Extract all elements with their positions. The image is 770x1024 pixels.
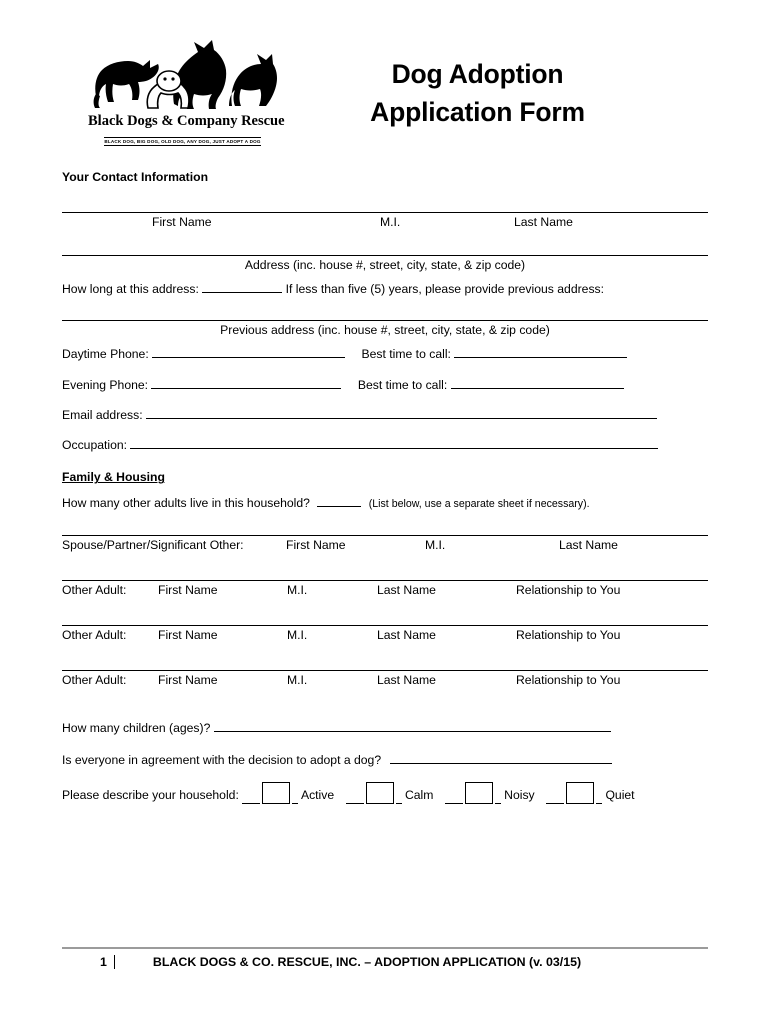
email-label: Email address: [62, 407, 143, 422]
email-row [62, 406, 708, 424]
label-last-name: Last Name [514, 215, 573, 229]
how-long-input[interactable] [202, 292, 282, 293]
spouse-label: Spouse/Partner/Significant Other: [62, 538, 244, 553]
email-input[interactable] [146, 418, 657, 419]
name-labels-row [62, 213, 708, 235]
children-label: How many children (ages)? [62, 721, 211, 736]
document-header [62, 0, 708, 154]
section-heading-family: Family & Housing [62, 470, 165, 485]
daytime-phone-input[interactable] [152, 357, 345, 358]
household-option-noisy: Noisy [504, 787, 535, 802]
children-row [62, 719, 708, 737]
other-adult-2-mi: M.I. [287, 628, 308, 643]
agreement-row [62, 751, 708, 769]
other-adult-3-labels [62, 671, 708, 693]
spouse-labels-row [62, 536, 708, 558]
adults-count-input[interactable] [317, 506, 361, 507]
adults-question-row [62, 494, 708, 513]
agreement-label: Is everyone in agreement with the decision to adopt a dog? [62, 752, 382, 767]
previous-address-caption: Previous address (inc. house #, street, city, state, & zip code) [220, 323, 550, 338]
footer-divider [62, 947, 708, 949]
adults-question-label: How many other adults live in this household? [62, 496, 310, 511]
household-row [62, 782, 708, 804]
occupation-row [62, 436, 708, 454]
label-first-name: First Name [152, 215, 212, 229]
other-adult-1-relationship: Relationship to You [516, 583, 621, 598]
title-line-2: Application Form [370, 96, 585, 127]
agreement-input[interactable] [390, 763, 612, 764]
other-adult-3-mi: M.I. [287, 673, 308, 688]
other-adult-3-last: Last Name [377, 673, 436, 688]
other-adult-2-last: Last Name [377, 628, 436, 643]
section-heading-contact: Your Contact Information [62, 170, 209, 184]
spouse-mi-label: M.I. [425, 538, 446, 553]
label-mi: M.I. [380, 215, 401, 229]
checkbox-calm[interactable] [366, 782, 394, 804]
household-label: Please describe your household: [62, 787, 239, 802]
page-number: 1 [100, 955, 115, 969]
children-input[interactable] [214, 731, 611, 732]
how-long-label: How long at this address: [62, 282, 199, 296]
dog-silhouettes-icon [88, 34, 278, 112]
logo-name: Black Dogs & Company Rescue [88, 113, 285, 129]
spouse-first-name-label: First Name [286, 538, 346, 553]
logo-tagline: BLACK DOG, BIG DOG, OLD DOG, ANY DOG, JUST ADOPT A DOG [104, 139, 261, 144]
checkbox-active[interactable] [262, 782, 290, 804]
other-adult-1-label: Other Adult: [62, 583, 127, 598]
other-adult-2-relationship: Relationship to You [516, 628, 621, 643]
other-adult-3-relationship: Relationship to You [516, 673, 621, 688]
other-adult-2-first: First Name [158, 628, 218, 643]
how-long-row [62, 280, 708, 298]
other-adult-3-first: First Name [158, 673, 218, 688]
occupation-label: Occupation: [62, 438, 128, 453]
household-option-quiet: Quiet [605, 787, 635, 802]
adults-question-note: (List below, use a separate sheet if necessary). [368, 498, 590, 511]
household-option-active: Active [300, 787, 335, 802]
occupation-input[interactable] [130, 448, 658, 449]
evening-phone-label: Evening Phone: [62, 377, 149, 392]
evening-best-time-input[interactable] [451, 388, 624, 389]
other-adult-1-first: First Name [158, 583, 218, 598]
other-adult-1-mi: M.I. [287, 583, 308, 598]
checkbox-noisy[interactable] [465, 782, 493, 804]
other-adult-2-label: Other Adult: [62, 628, 127, 643]
other-adult-1-last: Last Name [377, 583, 436, 598]
spouse-last-name-label: Last Name [559, 538, 618, 553]
checkbox-quiet[interactable] [566, 782, 594, 804]
address-caption: Address (inc. house #, street, city, state, & zip code) [244, 258, 526, 272]
other-adult-3-label: Other Adult: [62, 673, 127, 688]
how-long-note: If less than five (5) years, please provide previous address: [285, 282, 605, 296]
evening-phone-row [62, 376, 708, 394]
household-option-calm: Calm [404, 787, 434, 802]
other-adult-1-labels [62, 581, 708, 603]
daytime-phone-label: Daytime Phone: [62, 347, 149, 362]
daytime-phone-row [62, 345, 708, 363]
evening-best-time-label: Best time to call: [357, 377, 448, 392]
page-title [277, 34, 708, 131]
evening-phone-input[interactable] [151, 388, 341, 389]
document-footer [62, 947, 708, 969]
footer-text: BLACK DOGS & CO. RESCUE, INC. – ADOPTION APPLICATION (v. 03/15) [152, 955, 582, 969]
daytime-best-time-input[interactable] [454, 357, 627, 358]
other-adult-2-labels [62, 626, 708, 648]
logo [62, 34, 285, 148]
daytime-best-time-label: Best time to call: [361, 347, 451, 362]
title-line-1: Dog Adoption [391, 59, 564, 89]
